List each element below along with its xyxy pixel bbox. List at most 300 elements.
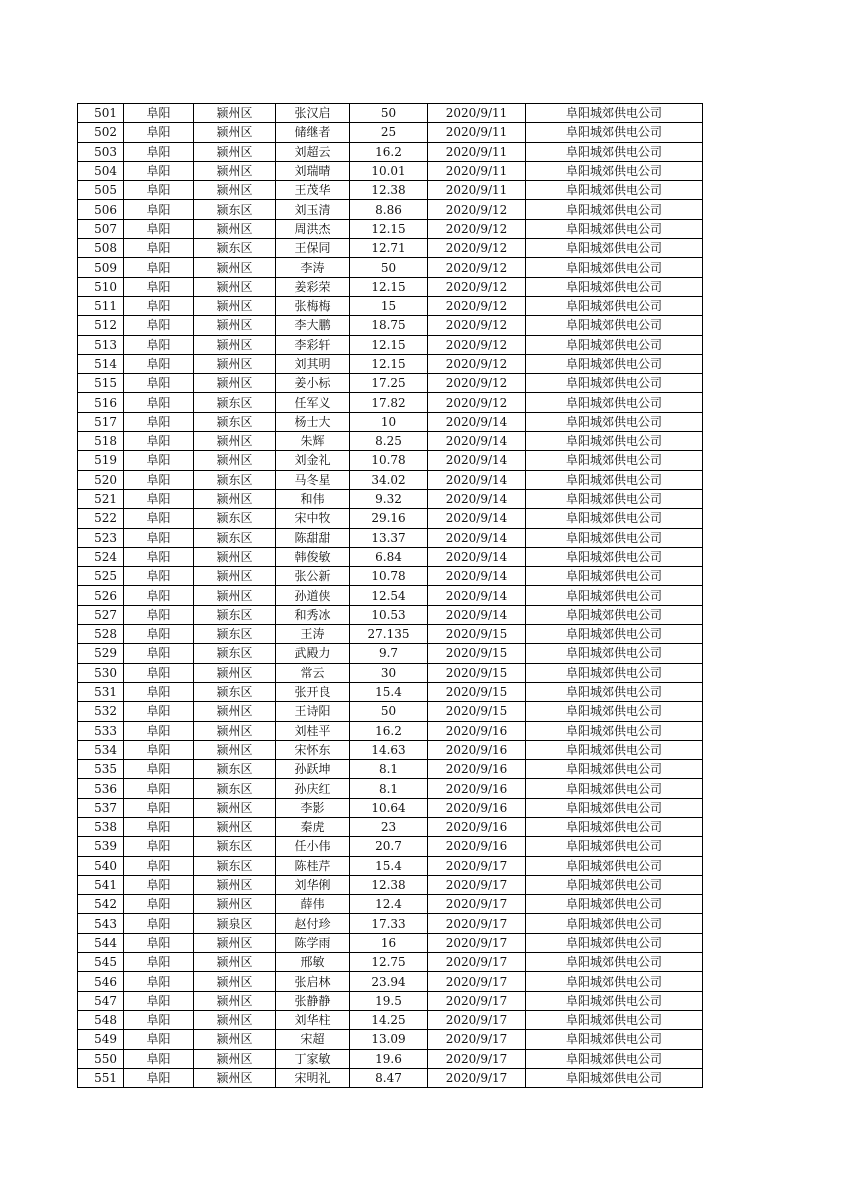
table-row [78, 625, 703, 644]
cell-name: 孙跃坤 [276, 760, 350, 779]
cell-name: 秦虎 [276, 817, 350, 836]
table-row [78, 991, 703, 1010]
cell-company: 阜阳城郊供电公司 [526, 451, 703, 470]
table-row [78, 451, 703, 470]
table-row [78, 740, 703, 759]
cell-name: 宋明礼 [276, 1068, 350, 1087]
cell-index: 507 [78, 219, 124, 238]
cell-company: 阜阳城郊供电公司 [526, 412, 703, 431]
cell-capacity: 8.25 [350, 432, 428, 451]
cell-name: 马冬星 [276, 470, 350, 489]
cell-city: 阜阳 [124, 798, 194, 817]
cell-city: 阜阳 [124, 547, 194, 566]
cell-name: 张静静 [276, 991, 350, 1010]
cell-capacity: 12.15 [350, 335, 428, 354]
cell-name: 任军义 [276, 393, 350, 412]
cell-city: 阜阳 [124, 412, 194, 431]
cell-index: 533 [78, 721, 124, 740]
cell-name: 孙道侠 [276, 586, 350, 605]
cell-date: 2020/9/17 [428, 1068, 526, 1087]
cell-district: 颍东区 [194, 239, 276, 258]
cell-date: 2020/9/11 [428, 104, 526, 123]
cell-index: 504 [78, 161, 124, 180]
cell-name: 陈桂芹 [276, 856, 350, 875]
cell-capacity: 17.82 [350, 393, 428, 412]
cell-date: 2020/9/17 [428, 875, 526, 894]
cell-index: 520 [78, 470, 124, 489]
cell-city: 阜阳 [124, 123, 194, 142]
table-row [78, 142, 703, 161]
cell-capacity: 12.38 [350, 875, 428, 894]
cell-date: 2020/9/16 [428, 760, 526, 779]
cell-capacity: 16.2 [350, 142, 428, 161]
table-row [78, 1049, 703, 1068]
cell-city: 阜阳 [124, 161, 194, 180]
cell-city: 阜阳 [124, 682, 194, 701]
cell-index: 547 [78, 991, 124, 1010]
cell-district: 颍州区 [194, 895, 276, 914]
cell-date: 2020/9/17 [428, 972, 526, 991]
cell-name: 刘金礼 [276, 451, 350, 470]
cell-date: 2020/9/12 [428, 200, 526, 219]
cell-name: 周洪杰 [276, 219, 350, 238]
cell-capacity: 8.47 [350, 1068, 428, 1087]
cell-capacity: 15.4 [350, 682, 428, 701]
cell-index: 509 [78, 258, 124, 277]
cell-date: 2020/9/14 [428, 432, 526, 451]
table-row [78, 895, 703, 914]
table-row [78, 644, 703, 663]
cell-date: 2020/9/12 [428, 393, 526, 412]
cell-capacity: 19.6 [350, 1049, 428, 1068]
cell-name: 张梅梅 [276, 296, 350, 315]
cell-district: 颍泉区 [194, 914, 276, 933]
cell-date: 2020/9/14 [428, 451, 526, 470]
cell-district: 颍州区 [194, 451, 276, 470]
cell-district: 颍州区 [194, 567, 276, 586]
cell-district: 颍州区 [194, 181, 276, 200]
cell-district: 颍州区 [194, 432, 276, 451]
cell-company: 阜阳城郊供电公司 [526, 1049, 703, 1068]
cell-capacity: 9.7 [350, 644, 428, 663]
cell-index: 545 [78, 953, 124, 972]
cell-city: 阜阳 [124, 1068, 194, 1087]
cell-date: 2020/9/14 [428, 412, 526, 431]
cell-date: 2020/9/17 [428, 914, 526, 933]
cell-name: 王保同 [276, 239, 350, 258]
cell-date: 2020/9/17 [428, 933, 526, 952]
cell-company: 阜阳城郊供电公司 [526, 933, 703, 952]
cell-capacity: 9.32 [350, 489, 428, 508]
cell-date: 2020/9/15 [428, 663, 526, 682]
cell-name: 孙庆红 [276, 779, 350, 798]
cell-capacity: 18.75 [350, 316, 428, 335]
cell-index: 548 [78, 1010, 124, 1029]
cell-name: 任小伟 [276, 837, 350, 856]
table-row [78, 972, 703, 991]
cell-city: 阜阳 [124, 1030, 194, 1049]
cell-capacity: 27.135 [350, 625, 428, 644]
cell-district: 颍州区 [194, 547, 276, 566]
cell-index: 543 [78, 914, 124, 933]
cell-company: 阜阳城郊供电公司 [526, 625, 703, 644]
cell-company: 阜阳城郊供电公司 [526, 219, 703, 238]
cell-capacity: 23 [350, 817, 428, 836]
cell-company: 阜阳城郊供电公司 [526, 1010, 703, 1029]
cell-city: 阜阳 [124, 817, 194, 836]
cell-district: 颍东区 [194, 856, 276, 875]
cell-name: 刘瑞晴 [276, 161, 350, 180]
cell-district: 颍州区 [194, 258, 276, 277]
table-row [78, 817, 703, 836]
table-row [78, 721, 703, 740]
cell-city: 阜阳 [124, 760, 194, 779]
cell-index: 511 [78, 296, 124, 315]
cell-capacity: 10.78 [350, 451, 428, 470]
cell-index: 539 [78, 837, 124, 856]
cell-capacity: 13.09 [350, 1030, 428, 1049]
cell-capacity: 8.1 [350, 779, 428, 798]
cell-index: 526 [78, 586, 124, 605]
cell-district: 颍州区 [194, 354, 276, 373]
cell-index: 517 [78, 412, 124, 431]
cell-index: 519 [78, 451, 124, 470]
cell-capacity: 29.16 [350, 509, 428, 528]
table-row [78, 316, 703, 335]
cell-company: 阜阳城郊供电公司 [526, 605, 703, 624]
cell-capacity: 25 [350, 123, 428, 142]
cell-date: 2020/9/12 [428, 316, 526, 335]
cell-company: 阜阳城郊供电公司 [526, 798, 703, 817]
cell-date: 2020/9/15 [428, 682, 526, 701]
cell-index: 518 [78, 432, 124, 451]
cell-name: 赵付珍 [276, 914, 350, 933]
table-row [78, 123, 703, 142]
cell-district: 颍东区 [194, 779, 276, 798]
cell-city: 阜阳 [124, 625, 194, 644]
cell-city: 阜阳 [124, 316, 194, 335]
cell-company: 阜阳城郊供电公司 [526, 663, 703, 682]
cell-city: 阜阳 [124, 451, 194, 470]
cell-name: 薛伟 [276, 895, 350, 914]
cell-company: 阜阳城郊供电公司 [526, 104, 703, 123]
cell-date: 2020/9/14 [428, 528, 526, 547]
cell-company: 阜阳城郊供电公司 [526, 875, 703, 894]
cell-name: 韩俊敏 [276, 547, 350, 566]
cell-city: 阜阳 [124, 1010, 194, 1029]
cell-name: 姜小标 [276, 374, 350, 393]
cell-capacity: 34.02 [350, 470, 428, 489]
cell-name: 李涛 [276, 258, 350, 277]
cell-city: 阜阳 [124, 856, 194, 875]
cell-district: 颍州区 [194, 489, 276, 508]
table-row [78, 1030, 703, 1049]
table-row [78, 1068, 703, 1087]
cell-capacity: 12.15 [350, 354, 428, 373]
cell-district: 颍东区 [194, 509, 276, 528]
cell-district: 颍州区 [194, 1030, 276, 1049]
cell-city: 阜阳 [124, 914, 194, 933]
cell-district: 颍东区 [194, 605, 276, 624]
cell-company: 阜阳城郊供电公司 [526, 567, 703, 586]
cell-index: 532 [78, 702, 124, 721]
cell-district: 颍州区 [194, 374, 276, 393]
cell-city: 阜阳 [124, 663, 194, 682]
cell-city: 阜阳 [124, 875, 194, 894]
cell-company: 阜阳城郊供电公司 [526, 335, 703, 354]
cell-company: 阜阳城郊供电公司 [526, 123, 703, 142]
cell-name: 刘超云 [276, 142, 350, 161]
cell-company: 阜阳城郊供电公司 [526, 702, 703, 721]
cell-capacity: 16.2 [350, 721, 428, 740]
cell-name: 张汉启 [276, 104, 350, 123]
cell-date: 2020/9/11 [428, 142, 526, 161]
cell-index: 510 [78, 277, 124, 296]
cell-city: 阜阳 [124, 837, 194, 856]
cell-name: 宋中牧 [276, 509, 350, 528]
cell-index: 503 [78, 142, 124, 161]
cell-name: 刘华柱 [276, 1010, 350, 1029]
cell-capacity: 10 [350, 412, 428, 431]
cell-city: 阜阳 [124, 239, 194, 258]
data-table [77, 103, 703, 1088]
cell-name: 储继者 [276, 123, 350, 142]
cell-district: 颍州区 [194, 335, 276, 354]
table-row [78, 605, 703, 624]
cell-district: 颍东区 [194, 837, 276, 856]
cell-district: 颍州区 [194, 316, 276, 335]
table-row [78, 239, 703, 258]
cell-date: 2020/9/11 [428, 161, 526, 180]
cell-city: 阜阳 [124, 702, 194, 721]
cell-company: 阜阳城郊供电公司 [526, 1068, 703, 1087]
cell-index: 527 [78, 605, 124, 624]
cell-index: 529 [78, 644, 124, 663]
cell-index: 505 [78, 181, 124, 200]
cell-index: 514 [78, 354, 124, 373]
cell-index: 535 [78, 760, 124, 779]
cell-date: 2020/9/12 [428, 335, 526, 354]
cell-index: 540 [78, 856, 124, 875]
cell-capacity: 12.54 [350, 586, 428, 605]
cell-district: 颍州区 [194, 296, 276, 315]
cell-city: 阜阳 [124, 489, 194, 508]
cell-city: 阜阳 [124, 354, 194, 373]
cell-capacity: 23.94 [350, 972, 428, 991]
cell-name: 刘华俐 [276, 875, 350, 894]
cell-name: 王茂华 [276, 181, 350, 200]
cell-district: 颍州区 [194, 142, 276, 161]
cell-index: 524 [78, 547, 124, 566]
table-row [78, 760, 703, 779]
cell-date: 2020/9/17 [428, 1010, 526, 1029]
cell-capacity: 16 [350, 933, 428, 952]
cell-district: 颍州区 [194, 702, 276, 721]
cell-name: 朱辉 [276, 432, 350, 451]
cell-capacity: 13.37 [350, 528, 428, 547]
cell-name: 陈学雨 [276, 933, 350, 952]
cell-company: 阜阳城郊供电公司 [526, 760, 703, 779]
cell-name: 李彩轩 [276, 335, 350, 354]
cell-district: 颍州区 [194, 1068, 276, 1087]
cell-name: 陈甜甜 [276, 528, 350, 547]
cell-company: 阜阳城郊供电公司 [526, 953, 703, 972]
table-row [78, 567, 703, 586]
cell-name: 王涛 [276, 625, 350, 644]
cell-capacity: 17.33 [350, 914, 428, 933]
cell-name: 张开良 [276, 682, 350, 701]
cell-name: 李大鹏 [276, 316, 350, 335]
table-body [78, 104, 703, 1088]
cell-date: 2020/9/15 [428, 625, 526, 644]
table-row [78, 914, 703, 933]
cell-name: 刘玉清 [276, 200, 350, 219]
table-row [78, 200, 703, 219]
cell-company: 阜阳城郊供电公司 [526, 528, 703, 547]
cell-index: 551 [78, 1068, 124, 1087]
cell-date: 2020/9/12 [428, 354, 526, 373]
cell-city: 阜阳 [124, 258, 194, 277]
cell-company: 阜阳城郊供电公司 [526, 547, 703, 566]
cell-name: 刘其明 [276, 354, 350, 373]
table-row [78, 1010, 703, 1029]
cell-capacity: 8.1 [350, 760, 428, 779]
cell-city: 阜阳 [124, 296, 194, 315]
cell-index: 542 [78, 895, 124, 914]
cell-capacity: 19.5 [350, 991, 428, 1010]
cell-capacity: 20.7 [350, 837, 428, 856]
table-row [78, 393, 703, 412]
cell-date: 2020/9/14 [428, 509, 526, 528]
cell-city: 阜阳 [124, 219, 194, 238]
cell-capacity: 15.4 [350, 856, 428, 875]
cell-index: 538 [78, 817, 124, 836]
cell-index: 536 [78, 779, 124, 798]
cell-city: 阜阳 [124, 1049, 194, 1068]
cell-company: 阜阳城郊供电公司 [526, 489, 703, 508]
cell-name: 杨士大 [276, 412, 350, 431]
cell-date: 2020/9/17 [428, 856, 526, 875]
cell-name: 刘桂平 [276, 721, 350, 740]
cell-date: 2020/9/12 [428, 296, 526, 315]
cell-capacity: 12.15 [350, 277, 428, 296]
cell-date: 2020/9/17 [428, 991, 526, 1010]
cell-date: 2020/9/14 [428, 489, 526, 508]
cell-company: 阜阳城郊供电公司 [526, 470, 703, 489]
cell-date: 2020/9/12 [428, 374, 526, 393]
cell-city: 阜阳 [124, 740, 194, 759]
table-row [78, 953, 703, 972]
cell-city: 阜阳 [124, 586, 194, 605]
cell-district: 颍东区 [194, 682, 276, 701]
table-row [78, 933, 703, 952]
cell-district: 颍州区 [194, 1010, 276, 1029]
cell-capacity: 10.01 [350, 161, 428, 180]
cell-date: 2020/9/14 [428, 586, 526, 605]
cell-capacity: 12.15 [350, 219, 428, 238]
table-row [78, 432, 703, 451]
cell-company: 阜阳城郊供电公司 [526, 644, 703, 663]
cell-city: 阜阳 [124, 432, 194, 451]
cell-company: 阜阳城郊供电公司 [526, 586, 703, 605]
cell-district: 颍州区 [194, 740, 276, 759]
cell-name: 邢敏 [276, 953, 350, 972]
cell-name: 武殿力 [276, 644, 350, 663]
cell-index: 522 [78, 509, 124, 528]
cell-date: 2020/9/16 [428, 779, 526, 798]
cell-date: 2020/9/14 [428, 547, 526, 566]
cell-company: 阜阳城郊供电公司 [526, 142, 703, 161]
cell-index: 525 [78, 567, 124, 586]
cell-date: 2020/9/14 [428, 567, 526, 586]
cell-index: 521 [78, 489, 124, 508]
table-row [78, 258, 703, 277]
table-row [78, 798, 703, 817]
table-row [78, 412, 703, 431]
cell-date: 2020/9/16 [428, 740, 526, 759]
cell-index: 502 [78, 123, 124, 142]
cell-district: 颍州区 [194, 1049, 276, 1068]
cell-district: 颍州区 [194, 277, 276, 296]
cell-district: 颍东区 [194, 470, 276, 489]
cell-district: 颍州区 [194, 972, 276, 991]
cell-capacity: 30 [350, 663, 428, 682]
cell-name: 和伟 [276, 489, 350, 508]
cell-company: 阜阳城郊供电公司 [526, 740, 703, 759]
cell-city: 阜阳 [124, 181, 194, 200]
cell-district: 颍州区 [194, 586, 276, 605]
cell-company: 阜阳城郊供电公司 [526, 856, 703, 875]
cell-capacity: 50 [350, 104, 428, 123]
cell-index: 513 [78, 335, 124, 354]
cell-company: 阜阳城郊供电公司 [526, 721, 703, 740]
table-row [78, 489, 703, 508]
cell-district: 颍东区 [194, 393, 276, 412]
cell-city: 阜阳 [124, 779, 194, 798]
cell-date: 2020/9/16 [428, 837, 526, 856]
cell-capacity: 50 [350, 258, 428, 277]
cell-index: 541 [78, 875, 124, 894]
cell-city: 阜阳 [124, 567, 194, 586]
cell-name: 姜彩荣 [276, 277, 350, 296]
cell-index: 531 [78, 682, 124, 701]
cell-capacity: 6.84 [350, 547, 428, 566]
cell-capacity: 15 [350, 296, 428, 315]
cell-city: 阜阳 [124, 200, 194, 219]
cell-city: 阜阳 [124, 470, 194, 489]
cell-date: 2020/9/17 [428, 953, 526, 972]
cell-company: 阜阳城郊供电公司 [526, 432, 703, 451]
cell-capacity: 10.53 [350, 605, 428, 624]
cell-district: 颍州区 [194, 104, 276, 123]
cell-date: 2020/9/12 [428, 239, 526, 258]
cell-district: 颍州区 [194, 123, 276, 142]
cell-company: 阜阳城郊供电公司 [526, 258, 703, 277]
cell-company: 阜阳城郊供电公司 [526, 393, 703, 412]
cell-city: 阜阳 [124, 528, 194, 547]
cell-company: 阜阳城郊供电公司 [526, 914, 703, 933]
cell-company: 阜阳城郊供电公司 [526, 1030, 703, 1049]
cell-company: 阜阳城郊供电公司 [526, 277, 703, 296]
cell-index: 537 [78, 798, 124, 817]
cell-capacity: 17.25 [350, 374, 428, 393]
cell-date: 2020/9/15 [428, 702, 526, 721]
cell-city: 阜阳 [124, 895, 194, 914]
cell-company: 阜阳城郊供电公司 [526, 779, 703, 798]
cell-city: 阜阳 [124, 991, 194, 1010]
cell-district: 颍州区 [194, 663, 276, 682]
table-row [78, 837, 703, 856]
